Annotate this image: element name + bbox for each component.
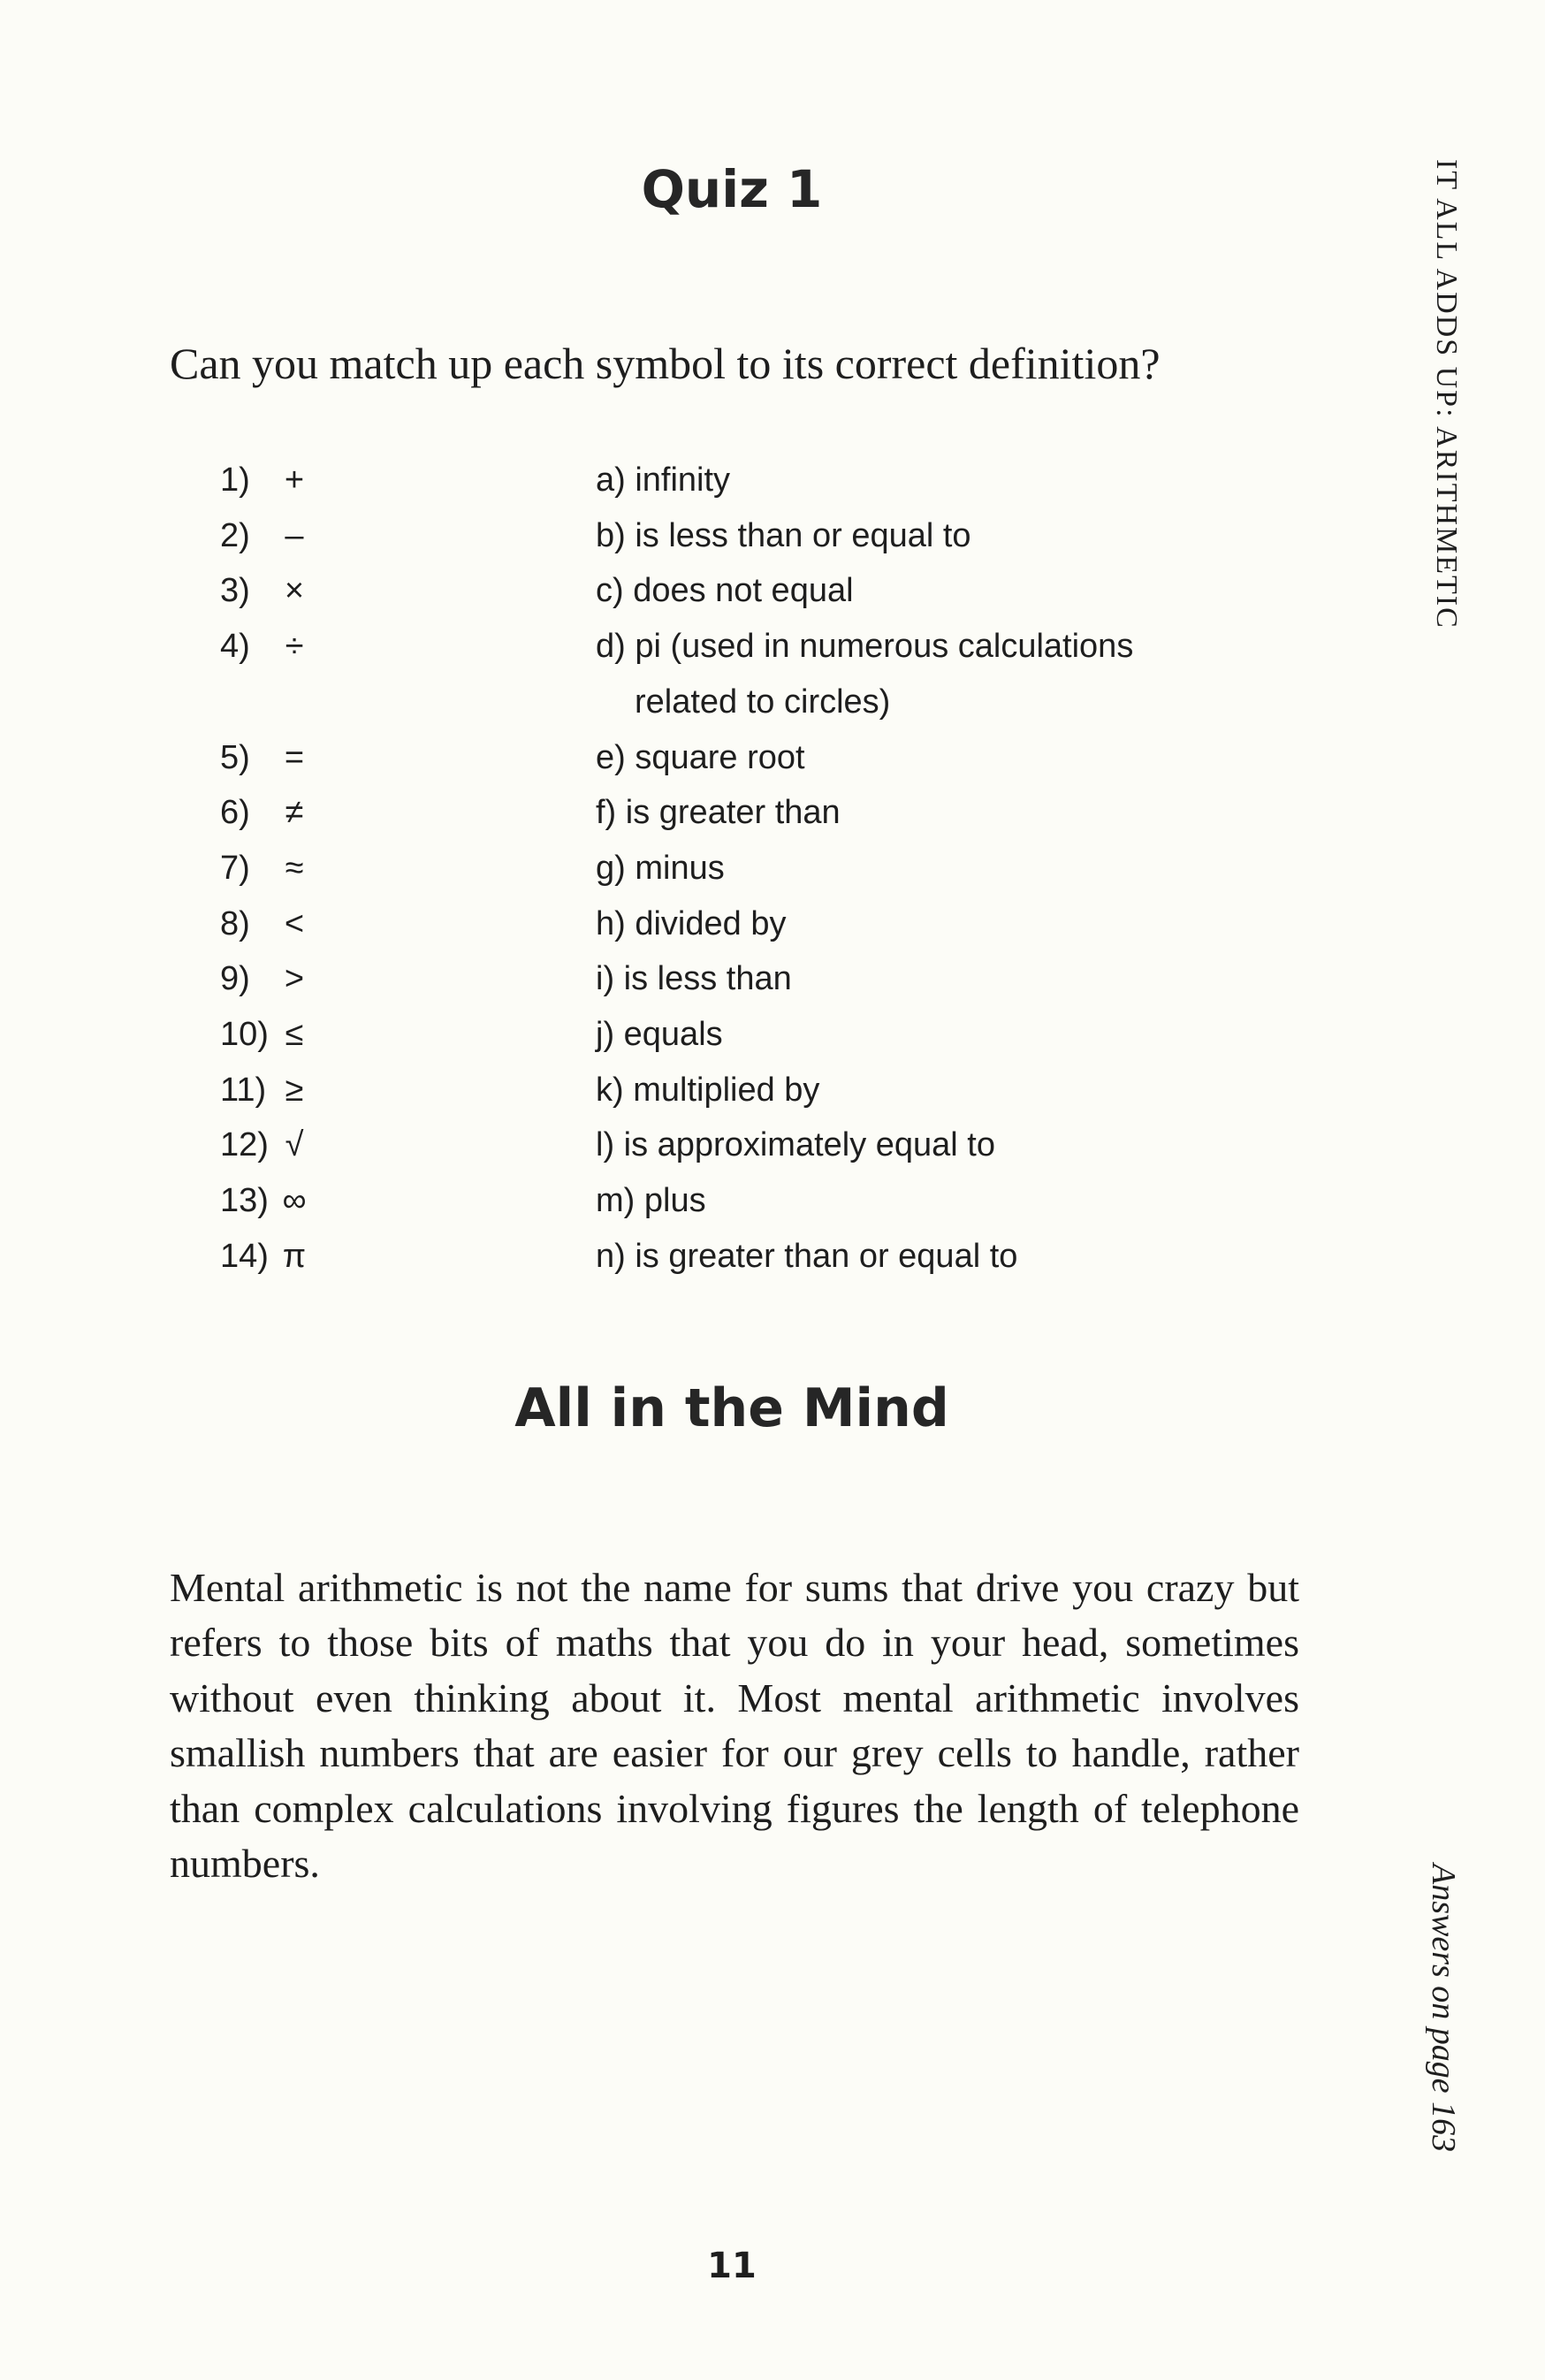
math-symbol: ≈ xyxy=(285,849,304,887)
math-symbol: ≥ xyxy=(285,1071,304,1109)
item-number: 12) xyxy=(220,1126,269,1164)
math-symbol: > xyxy=(284,960,305,998)
section-title: All in the Mind xyxy=(514,1377,949,1439)
definition: n) is greater than or equal to xyxy=(596,1237,1018,1275)
math-symbol: + xyxy=(284,462,305,499)
math-symbol: < xyxy=(284,904,305,942)
definition: m) plus xyxy=(596,1182,706,1220)
quiz-intro: Can you match up each symbol to its correct definition? xyxy=(170,339,1161,388)
definition: related to circles) xyxy=(635,683,891,721)
definition: d) pi (used in numerous calculations xyxy=(596,628,1134,666)
definition: b) is less than or equal to xyxy=(596,516,971,554)
item-number: 11) xyxy=(220,1071,267,1109)
answers-note: Answers on page 163 xyxy=(1425,1864,1462,2153)
item-number: 5) xyxy=(220,738,250,776)
quiz-title: Quiz 1 xyxy=(641,159,823,219)
page-number: 11 xyxy=(707,2246,757,2286)
item-number: 7) xyxy=(220,849,250,887)
math-symbol: ≤ xyxy=(285,1016,304,1053)
definition: i) is less than xyxy=(596,960,792,998)
definition: g) minus xyxy=(596,849,725,887)
item-number: 3) xyxy=(220,572,250,610)
item-number: 6) xyxy=(220,794,250,832)
running-head: IT ALL ADDS UP: ARITHMETIC xyxy=(1430,159,1463,629)
math-symbol: ∞ xyxy=(282,1182,307,1220)
math-symbol: π xyxy=(282,1237,307,1275)
definition: f) is greater than xyxy=(596,794,841,832)
definition: c) does not equal xyxy=(596,572,854,610)
body-paragraph: Mental arithmetic is not the name for sums that drive you crazy but refers to those bits of maths that you do in your head, sometimes without even thinking about it. Most mental arithmetic involves smallish numbers that are easier for our grey cells to handle, rather than complex calculations involving figures the length of telephone numbers. xyxy=(170,1565,1299,1887)
definition: l) is approximately equal to xyxy=(596,1126,995,1164)
definition: h) divided by xyxy=(596,904,787,942)
item-number: 8) xyxy=(220,904,250,942)
item-number: 10) xyxy=(220,1016,269,1053)
math-symbol: √ xyxy=(285,1126,304,1164)
math-symbol: × xyxy=(284,572,305,610)
definition: e) square root xyxy=(596,738,805,776)
definition: k) multiplied by xyxy=(596,1071,820,1109)
item-number: 4) xyxy=(220,628,250,666)
definition: j) equals xyxy=(596,1016,723,1053)
math-symbol: – xyxy=(285,516,304,554)
definition: a) infinity xyxy=(596,462,731,499)
item-number: 2) xyxy=(220,516,250,554)
item-number: 9) xyxy=(220,960,250,998)
item-number: 13) xyxy=(220,1182,269,1220)
math-symbol: = xyxy=(284,738,305,776)
math-symbol: ÷ xyxy=(285,628,304,666)
math-symbol: ≠ xyxy=(285,794,304,832)
item-number: 1) xyxy=(220,462,250,499)
item-number: 14) xyxy=(220,1237,269,1275)
